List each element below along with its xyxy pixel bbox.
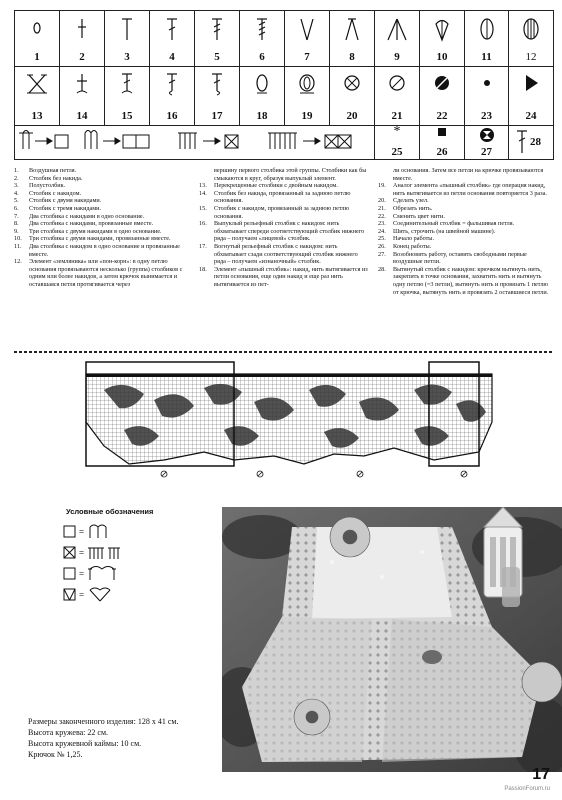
legend-item-text: Вытянутый столбик с накидом: крючком вытянуть нить, закрепить в точке основания, захватить нить и вытянуть одну петлю (=3 петли), вытянуть нить и провязать 1 петлю от крючка, вытянуть нить и провязать 2 оставшиеся петли. bbox=[393, 265, 549, 296]
legend-column-3 bbox=[378, 167, 550, 296]
legend-item-text: Вогнутый рельефный столбик с накидом: нить обхватывает сзади соответствующий столбик нижнего ряда – получаем «изнаночный» столбик. bbox=[214, 242, 358, 266]
symbol-number: 13 bbox=[31, 110, 43, 122]
symbol-number: 14 bbox=[76, 110, 88, 122]
symbol-number: 10 bbox=[436, 51, 448, 63]
legend-item bbox=[14, 243, 194, 258]
legend-item-text: вершину первого столбика этой группы. Столбики как бы смыкаются в круг, образуя выпуклый элемент. bbox=[214, 167, 367, 182]
back-loop-sc-icon bbox=[60, 71, 104, 97]
legend-item-text: Воздушная петля. bbox=[29, 167, 77, 174]
legend-item-text: Три столбика с двумя накидами в одно основание. bbox=[29, 227, 162, 235]
symbol-cell bbox=[465, 66, 509, 125]
crossed-stitch-icon bbox=[15, 71, 59, 97]
symbol-number: 20 bbox=[346, 110, 358, 122]
legend-item-text: Сменить цвет нити. bbox=[393, 212, 445, 220]
lace-pattern-chart bbox=[84, 360, 494, 480]
back-post-dc-icon bbox=[195, 71, 239, 97]
legend-item-number bbox=[199, 167, 214, 182]
legend-item bbox=[14, 220, 194, 228]
legend-item-text: Перекрещенные столбики с двойным накидом. bbox=[214, 182, 338, 190]
legend-item bbox=[14, 190, 194, 198]
condition-mesh-4 bbox=[60, 585, 220, 605]
legend-item-text: Сделать узел. bbox=[393, 197, 429, 205]
symbol-number: 1 bbox=[34, 51, 40, 63]
front-post-dc-icon bbox=[150, 71, 194, 97]
legend-item bbox=[199, 190, 369, 205]
legend-item-number bbox=[378, 167, 393, 182]
spec-hook: Крючок № 1,25. bbox=[28, 750, 83, 759]
legend-item bbox=[378, 235, 550, 243]
legend-item-number: 24. bbox=[378, 227, 386, 235]
symbol-cell bbox=[509, 125, 553, 159]
legend-item bbox=[378, 167, 550, 182]
mesh-grid-symbols bbox=[15, 125, 375, 159]
legend-item-number: 19. bbox=[378, 182, 386, 190]
symbol-cell bbox=[240, 66, 285, 125]
legend-item bbox=[14, 175, 194, 183]
legend-item-text: Обрезать нить. bbox=[393, 204, 433, 212]
symbol-cell bbox=[15, 66, 60, 125]
popcorn-icon bbox=[465, 16, 508, 42]
legend-item-text: Выпуклый рельефный столбик с накидом: нить обхватывает спереди соответствующий столбик нижнего ряда – получаем «лицевой» столбик. bbox=[214, 220, 365, 243]
symbol-number: 17 bbox=[211, 110, 223, 122]
legend-item-number: 11. bbox=[14, 242, 22, 250]
symbol-cell bbox=[150, 11, 195, 66]
end-square-icon bbox=[420, 127, 464, 137]
symbol-number: 6 bbox=[259, 51, 265, 63]
symbol-cell bbox=[15, 11, 60, 66]
legend-item bbox=[378, 228, 550, 236]
symbol-number: 24 bbox=[525, 110, 537, 122]
legend-item-text: Элемент «пышный столбик»: накид, нить вытягивается из петли основания, еще один накид и еще раз нить вытягивается из пет- bbox=[214, 265, 368, 288]
single-crochet-icon bbox=[60, 16, 104, 40]
legend-item-text: Аналог элемента «пышный столбик» где операция накид, нить вытягивается из петли основания повторяется 3 раза. bbox=[393, 182, 547, 197]
svg-text:=: = bbox=[79, 569, 85, 579]
legend-item bbox=[199, 243, 369, 266]
legend-item-text: ли основания. Затем все петли на крючке провязываются вместе. bbox=[393, 167, 544, 182]
symbol-cell bbox=[285, 66, 330, 125]
puff-stitch-3-icon bbox=[285, 71, 329, 97]
legend-item-number: 18. bbox=[199, 265, 207, 273]
legend-item-text: Столбик без накида. bbox=[29, 174, 83, 182]
legend-item bbox=[14, 258, 194, 288]
symbol-number: 28 bbox=[530, 136, 541, 148]
sew-arrow-icon bbox=[509, 71, 553, 95]
svg-text:=: = bbox=[79, 527, 85, 537]
page-number: 17 bbox=[532, 766, 550, 783]
resume-work-icon bbox=[465, 127, 508, 143]
symbol-cell bbox=[509, 66, 553, 125]
tablecloth-photo bbox=[222, 507, 562, 772]
change-color-icon bbox=[420, 71, 464, 95]
symbol-number: 12 bbox=[525, 51, 537, 63]
symbol-number: 9 bbox=[394, 51, 400, 63]
legend-item-text: Конец работы. bbox=[393, 242, 432, 250]
legend-item-text: Два столбика с накидами в одно основание. bbox=[29, 212, 145, 220]
legend-item bbox=[14, 197, 194, 205]
condition-mesh-3 bbox=[60, 564, 220, 584]
legend-item-text: Два столбика с накидом в одно основание и провязанные вместе. bbox=[29, 242, 180, 258]
legend-item-number: 10. bbox=[14, 235, 22, 243]
bobble-icon bbox=[509, 16, 553, 42]
legend-item-number: 3. bbox=[14, 182, 19, 190]
symbol-number: 7 bbox=[304, 51, 310, 63]
legend-item-text: Столбик без накида, провязанный за заднюю петлю основания. bbox=[214, 189, 351, 205]
symbol-cell bbox=[285, 11, 330, 66]
cut-thread-icon bbox=[375, 71, 419, 95]
legend-item-number: 9. bbox=[14, 227, 19, 235]
legend-item-number: 27. bbox=[378, 250, 386, 258]
spec-size: Размеры законченного изделия: 128 х 41 см. bbox=[28, 717, 179, 726]
symbol-number: 25 bbox=[391, 146, 403, 158]
legend-item-number: 17. bbox=[199, 242, 207, 250]
legend-item-number: 5. bbox=[14, 197, 19, 205]
legend-item-number: 6. bbox=[14, 204, 19, 212]
symbol-cell bbox=[375, 66, 420, 125]
legend-item-number: 15. bbox=[199, 204, 207, 212]
legend-item bbox=[14, 228, 194, 236]
legend-item-text: Три столбика с двумя накидами, провязанные вместе. bbox=[29, 235, 171, 243]
legend-item-text: Соединительный столбик = фальшивая петля. bbox=[393, 220, 515, 228]
condition-mesh-2 bbox=[60, 543, 220, 563]
symbols-row-3 bbox=[15, 125, 553, 159]
spec-border-height: Высота кружевной каймы: 10 см. bbox=[28, 739, 142, 748]
two-dc-together-icon bbox=[330, 16, 374, 42]
legend-column-1 bbox=[14, 167, 194, 289]
legend-item-number: 23. bbox=[378, 220, 386, 228]
symbol-cell bbox=[375, 125, 420, 159]
treble-crochet-icon bbox=[195, 16, 239, 42]
symbol-number: 3 bbox=[124, 51, 130, 63]
half-double-icon bbox=[105, 16, 149, 42]
legend-item bbox=[378, 213, 550, 221]
symbol-number: 4 bbox=[169, 51, 175, 63]
legend-item-number: 1. bbox=[14, 167, 19, 174]
symbol-number: 18 bbox=[256, 110, 268, 122]
mesh-symbols-cell bbox=[15, 125, 375, 159]
legend-item-text: Столбик с накидом. bbox=[29, 189, 82, 197]
legend-item bbox=[199, 205, 369, 220]
symbol-cell bbox=[330, 11, 375, 66]
legend-item bbox=[378, 266, 550, 296]
legend-column-2 bbox=[199, 167, 369, 289]
legend-item-number: 7. bbox=[14, 212, 19, 220]
puff-stitch-icon bbox=[240, 71, 284, 97]
legend-item-text: Возобновить работу, оставить свободными первые воздушные петли. bbox=[393, 250, 527, 266]
legend-item-number: 25. bbox=[378, 235, 386, 243]
legend-item-text: Столбик с накидом, провязанный за заднюю петлю основания. bbox=[214, 204, 350, 220]
symbols-row-2 bbox=[15, 66, 553, 126]
symbol-cell bbox=[195, 66, 240, 125]
legend-item-number: 26. bbox=[378, 242, 386, 250]
symbol-cell bbox=[509, 11, 553, 66]
svg-text:=: = bbox=[79, 548, 85, 558]
legend-item bbox=[378, 197, 550, 205]
symbol-number: 22 bbox=[436, 110, 448, 122]
start-asterisk-icon: * bbox=[393, 124, 401, 139]
legend-item bbox=[14, 167, 194, 175]
symbol-number: 27 bbox=[481, 146, 492, 158]
legend-item-text: Элемент «земляника» или «пон-корн»: в одну петлю основания провязываются несколько (группа) столбиков с одним или более накидов, а затем крючок вынимается и оставшаяся петля протягивается через bbox=[29, 258, 183, 288]
symbol-cell bbox=[420, 11, 465, 66]
chain-stitch-icon bbox=[15, 16, 59, 38]
legend-item-text: Полустолбик. bbox=[29, 182, 66, 190]
condition-mesh-1 bbox=[60, 522, 220, 542]
symbol-cell bbox=[465, 11, 509, 66]
elongated-dc-icon bbox=[515, 129, 529, 160]
symbols-row-1 bbox=[15, 11, 553, 67]
symbol-cell bbox=[240, 11, 285, 66]
back-loop-dc-icon bbox=[105, 71, 149, 97]
legend-item bbox=[378, 220, 550, 228]
symbol-number: 26 bbox=[436, 146, 448, 158]
legend-item-number: 28. bbox=[378, 265, 386, 273]
symbol-number: 5 bbox=[214, 51, 220, 63]
legend-item-number: 14. bbox=[199, 189, 207, 197]
legend-item-text: Начало работы. bbox=[393, 235, 435, 243]
legend-item-text: Столбик с двумя накидами. bbox=[29, 197, 102, 205]
legend-item-number: 4. bbox=[14, 189, 19, 197]
three-tr-together-icon bbox=[375, 16, 419, 42]
triple-treble-icon bbox=[240, 16, 284, 42]
legend-item bbox=[14, 213, 194, 221]
legend-item-number: 12. bbox=[14, 258, 22, 266]
symbols-table bbox=[14, 10, 554, 160]
symbol-cell bbox=[330, 66, 375, 125]
section-divider bbox=[14, 350, 552, 354]
symbol-number: 15 bbox=[121, 110, 133, 122]
legend-item bbox=[199, 266, 369, 289]
legend-item bbox=[199, 167, 369, 182]
knot-icon bbox=[330, 71, 374, 95]
spec-lace-height: Высота кружева: 22 см. bbox=[28, 728, 109, 737]
legend-item-number: 22. bbox=[378, 212, 386, 220]
symbol-number: 16 bbox=[166, 110, 178, 122]
symbol-number: 2 bbox=[79, 51, 85, 63]
legend-item bbox=[378, 182, 550, 197]
legend-item-number: 20. bbox=[378, 197, 386, 205]
product-specs bbox=[28, 716, 178, 760]
legend-item-number: 16. bbox=[199, 220, 207, 228]
legend-item bbox=[14, 205, 194, 213]
legend-item bbox=[378, 243, 550, 251]
legend-item-text: Шить, строчить (на швейной машине). bbox=[393, 227, 496, 235]
symbol-number: 23 bbox=[481, 110, 492, 122]
symbol-number: 8 bbox=[349, 51, 355, 63]
legend-item bbox=[14, 182, 194, 190]
symbol-number: 21 bbox=[391, 110, 403, 122]
cluster-icon bbox=[420, 16, 464, 42]
symbol-cell bbox=[420, 66, 465, 125]
slip-stitch-icon bbox=[465, 71, 508, 95]
symbol-cell bbox=[195, 11, 240, 66]
symbol-cell bbox=[105, 66, 150, 125]
legend-item-number: 2. bbox=[14, 174, 19, 182]
legend-item-text: Столбик с тремя накидами. bbox=[29, 204, 102, 212]
legend-item bbox=[14, 235, 194, 243]
conditions-title: Условные обозначения bbox=[66, 507, 154, 516]
symbol-number: 19 bbox=[301, 110, 313, 122]
two-dc-same-base-icon bbox=[285, 16, 329, 42]
legend-item bbox=[199, 182, 369, 190]
symbol-cell bbox=[375, 11, 420, 66]
symbol-cell bbox=[465, 125, 509, 159]
legend-item bbox=[378, 251, 550, 266]
symbol-cell bbox=[60, 66, 105, 125]
symbol-cell bbox=[420, 125, 465, 159]
symbol-cell bbox=[105, 11, 150, 66]
symbol-cell bbox=[60, 11, 105, 66]
legend-item bbox=[378, 205, 550, 213]
legend-item bbox=[199, 220, 369, 243]
svg-text:=: = bbox=[79, 590, 85, 600]
legend-item-number: 8. bbox=[14, 220, 19, 228]
legend-item-text: Два столбика с накидами, провязанные вместе. bbox=[29, 220, 154, 228]
symbol-cell bbox=[150, 66, 195, 125]
watermark: PassionForum.ru bbox=[504, 786, 550, 792]
legend-item-number: 13. bbox=[199, 182, 207, 190]
symbol-number: 11 bbox=[481, 51, 492, 63]
double-crochet-icon bbox=[150, 16, 194, 42]
legend-item-number: 21. bbox=[378, 204, 386, 212]
